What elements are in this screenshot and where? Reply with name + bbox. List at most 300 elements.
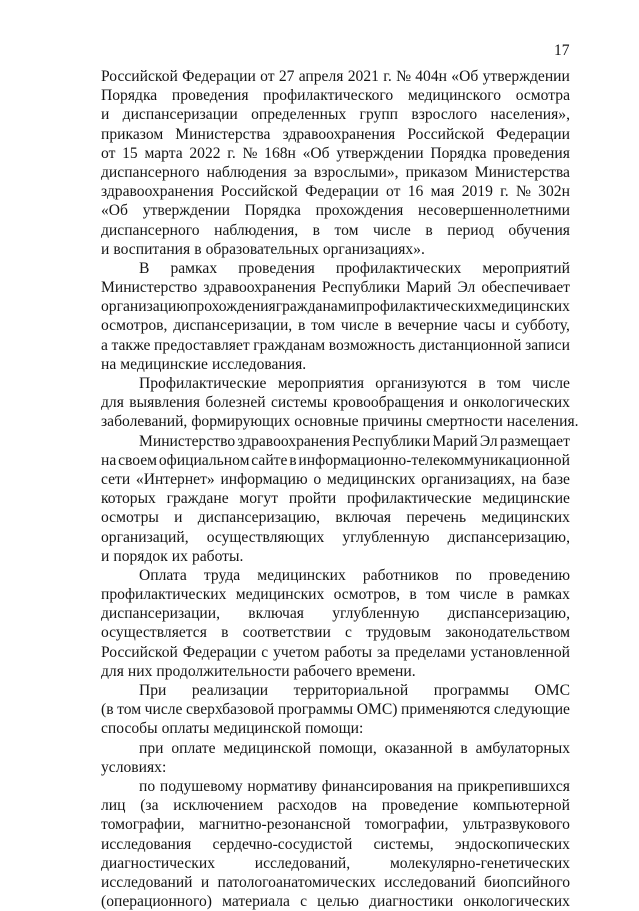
- word: числе: [532, 375, 570, 392]
- word: финансирования: [321, 777, 433, 795]
- word: могут: [239, 490, 279, 508]
- word: проведения: [238, 259, 315, 277]
- word: медицинских: [481, 298, 570, 316]
- word: Порядка: [101, 87, 158, 105]
- word: расходов: [277, 797, 337, 815]
- word: профилактических: [355, 298, 482, 316]
- word: №: [242, 144, 258, 162]
- word: которых: [101, 490, 156, 508]
- word: магнитно-резонансной: [198, 816, 351, 834]
- word: «Об: [101, 202, 128, 220]
- word: «Интернет»: [135, 470, 215, 488]
- word: профилактических: [101, 586, 227, 604]
- word: и: [449, 394, 458, 412]
- word: при: [139, 739, 164, 757]
- word: и: [101, 106, 110, 124]
- word: Российской: [407, 125, 485, 143]
- word: включая: [335, 509, 392, 527]
- word: 302н: [538, 183, 570, 201]
- word: марта: [144, 144, 183, 162]
- text-line: [101, 739, 570, 758]
- word: организациях,: [421, 470, 516, 488]
- word: молекулярно-генетических: [389, 854, 570, 872]
- word: Российской: [101, 643, 178, 661]
- word: диспансеризации,: [101, 605, 221, 623]
- word: профилактического: [263, 87, 394, 105]
- word: Российской: [101, 68, 178, 85]
- word: определенных: [251, 106, 347, 124]
- word: вечерние: [397, 317, 458, 335]
- word: организацию: [101, 298, 189, 316]
- text-line: [101, 412, 579, 431]
- word: и: [501, 317, 510, 335]
- word: утверждении: [336, 144, 424, 162]
- word: эндоскопических: [454, 835, 570, 853]
- word: апреля: [298, 68, 344, 85]
- word: утверждении: [142, 202, 230, 220]
- word: реализации: [191, 682, 269, 699]
- word: помощи:: [305, 720, 364, 738]
- text-line: [101, 547, 570, 566]
- word: медицинских: [326, 470, 416, 488]
- word: организуются: [375, 375, 468, 392]
- word: числе: [459, 586, 498, 604]
- word: диагностических: [101, 854, 215, 872]
- word: смертности: [426, 413, 503, 431]
- text-line: [101, 297, 570, 316]
- word: диспансерного: [101, 163, 200, 181]
- word: на: [521, 470, 537, 488]
- word: рамках: [523, 586, 570, 604]
- word: Эл: [457, 279, 476, 297]
- word: материала: [222, 893, 290, 911]
- word: диспансеризацию,: [197, 509, 321, 527]
- word: на: [437, 777, 453, 795]
- word: том: [496, 375, 521, 392]
- word: помощи,: [318, 739, 377, 757]
- word: кровообращения: [332, 394, 445, 412]
- text-line: [101, 67, 570, 86]
- text-line: [101, 873, 570, 892]
- word: формирующих: [191, 413, 291, 431]
- word: здравоохранения: [203, 279, 316, 297]
- word: в: [194, 240, 202, 258]
- text-line: [101, 259, 570, 278]
- word: 27: [278, 68, 295, 85]
- text-line: [101, 163, 570, 182]
- word: 16: [407, 183, 424, 201]
- word: здравоохранения: [282, 125, 396, 143]
- word: «Об: [302, 144, 330, 162]
- word: трудовым: [366, 624, 431, 642]
- word: мая: [430, 183, 455, 201]
- text-line: [101, 432, 570, 451]
- word: проведения: [493, 144, 570, 162]
- word: продолжительности: [156, 662, 290, 680]
- word: образовательных: [205, 240, 319, 258]
- text-line: [101, 700, 570, 719]
- word: прохождения: [188, 298, 276, 316]
- word: г.: [500, 183, 509, 201]
- word: утверждении: [482, 68, 570, 85]
- text-line: [101, 758, 570, 777]
- word: томографии,: [364, 816, 449, 834]
- text-line: [101, 662, 570, 681]
- word: Республики: [352, 432, 431, 450]
- word: на: [101, 355, 117, 373]
- word: граждане: [166, 490, 229, 508]
- word: том: [426, 586, 451, 604]
- word: здравоохранения: [101, 183, 214, 201]
- word: медицинских: [235, 586, 325, 604]
- word: информацию: [220, 470, 308, 488]
- word: в: [409, 586, 417, 604]
- word: 2019: [461, 183, 493, 201]
- word: Порядка: [430, 144, 487, 162]
- text-line: [101, 566, 570, 585]
- word: медицинских: [257, 566, 346, 584]
- word: субботу,: [515, 317, 570, 335]
- word: с: [261, 643, 269, 661]
- word: амбулаторных: [475, 739, 570, 757]
- text-line: [101, 278, 570, 297]
- word: причины: [362, 413, 423, 431]
- word: приказом: [405, 163, 468, 181]
- word: работы: [324, 643, 373, 661]
- word: лиц: [101, 797, 126, 815]
- text-line: [101, 508, 570, 527]
- word: период: [447, 221, 494, 239]
- text-line: [101, 182, 570, 201]
- word: болезней: [205, 394, 266, 412]
- word: основные: [294, 413, 359, 431]
- text-line: [101, 221, 570, 240]
- word: оказанной: [384, 739, 453, 757]
- word: проведению: [488, 566, 570, 584]
- word: рабочего: [293, 662, 353, 680]
- word: проведения: [171, 87, 249, 105]
- word: своем: [118, 451, 158, 469]
- word: и: [101, 547, 110, 565]
- word: сети: [101, 470, 131, 488]
- page-number: 17: [554, 42, 570, 59]
- word: организациях».: [322, 240, 425, 258]
- word: в: [506, 586, 514, 604]
- text-line: [101, 604, 570, 623]
- word: групп: [359, 106, 399, 124]
- text-line: [101, 623, 570, 642]
- word: установленной: [470, 643, 570, 661]
- word: за: [293, 163, 307, 181]
- text-line: [101, 719, 570, 738]
- word: исследований,: [254, 854, 351, 872]
- word: исследований: [384, 873, 476, 891]
- word: наблюдения: [206, 163, 287, 181]
- word: медицинские: [482, 490, 570, 508]
- text-line: [101, 451, 570, 470]
- word: соответствии: [242, 624, 331, 642]
- word: том: [311, 317, 336, 335]
- word: для: [101, 662, 124, 680]
- text-line: [101, 681, 570, 700]
- word: обеспечивает: [481, 279, 570, 297]
- word: компьютерной: [472, 797, 570, 815]
- word: (операционного): [101, 893, 212, 911]
- word: диспансеризацию,: [447, 528, 570, 546]
- word: их: [171, 547, 188, 565]
- word: ОМС): [356, 701, 398, 719]
- word: сердечно-сосудистой: [212, 835, 353, 853]
- word: При: [139, 682, 167, 699]
- text-line: [101, 86, 570, 105]
- text-line: [101, 796, 570, 815]
- word: осуществляющих: [206, 528, 325, 546]
- word: Эл: [479, 432, 498, 450]
- word: часы: [463, 317, 496, 335]
- word: Профилактические: [139, 375, 267, 392]
- word: законодательством: [445, 624, 570, 642]
- word: осмотров,: [101, 317, 168, 335]
- word: оплаты: [161, 720, 210, 738]
- word: официальном: [158, 451, 250, 469]
- word: 15: [122, 144, 138, 162]
- word: диспансеризацию,: [447, 605, 570, 623]
- word: них: [127, 662, 153, 680]
- word: для: [101, 394, 124, 412]
- word: целью: [317, 893, 359, 911]
- word: диагностики: [369, 893, 454, 911]
- document-body: [101, 67, 579, 911]
- word: углубленную: [342, 528, 430, 546]
- word: обучения: [508, 221, 570, 239]
- word: медицинских: [481, 509, 570, 527]
- text-line: [101, 316, 570, 335]
- word: приказом: [101, 125, 164, 143]
- word: применяются: [400, 701, 491, 719]
- word: Министерства: [474, 163, 570, 181]
- text-line: [101, 125, 570, 144]
- word: мероприятия: [277, 375, 365, 392]
- text-line: [101, 355, 570, 374]
- word: также: [111, 336, 151, 354]
- word: учетом: [273, 643, 320, 661]
- word: следующие: [493, 701, 570, 719]
- word: от: [101, 144, 116, 162]
- word: исследования.: [211, 355, 307, 373]
- word: наблюдения,: [214, 221, 299, 239]
- word: порядок: [113, 547, 168, 565]
- word: нормативу: [247, 777, 318, 795]
- word: по: [139, 777, 156, 795]
- word: Федерации: [182, 68, 256, 85]
- text-line: [101, 201, 570, 220]
- word: возможность: [328, 336, 416, 354]
- word: медицинские: [120, 355, 208, 373]
- word: системы,: [373, 835, 434, 853]
- word: включая: [248, 605, 304, 623]
- word: пройти: [288, 490, 337, 508]
- word: ультразвукового: [462, 816, 570, 834]
- word: с: [345, 624, 352, 642]
- word: способы: [101, 720, 158, 738]
- word: в: [384, 317, 392, 335]
- word: №: [396, 68, 411, 85]
- word: патологоанатомических: [217, 873, 376, 891]
- text-line: [101, 393, 570, 412]
- word: в: [460, 739, 468, 757]
- word: 2021: [347, 68, 379, 85]
- word: предоставляет: [154, 336, 250, 354]
- text-line: [101, 374, 570, 393]
- word: на: [101, 451, 117, 469]
- word: и: [174, 509, 183, 527]
- word: в: [221, 624, 229, 642]
- word: ОМС: [534, 682, 570, 699]
- word: подушевому: [159, 777, 243, 795]
- word: в: [312, 221, 321, 239]
- word: в: [425, 221, 433, 239]
- word: взрослого: [411, 106, 478, 124]
- word: 404н: [415, 68, 447, 85]
- word: базе: [542, 470, 570, 488]
- text-line: [101, 470, 570, 489]
- word: (за: [140, 797, 159, 815]
- word: и: [101, 240, 110, 258]
- word: г.: [383, 68, 392, 85]
- word: медицинской: [223, 739, 312, 757]
- word: Российской: [220, 183, 298, 201]
- word: в: [289, 451, 297, 469]
- word: числе: [144, 701, 183, 719]
- word: Федерации: [305, 183, 379, 201]
- word: биопсийного: [484, 873, 570, 891]
- word: программы: [277, 701, 354, 719]
- word: углубленную: [332, 605, 420, 623]
- text-line: [101, 336, 570, 355]
- word: выявления: [129, 394, 201, 412]
- word: с: [300, 893, 308, 911]
- word: онкологических: [463, 394, 570, 412]
- word: Марий: [432, 432, 478, 450]
- text-line: [101, 528, 570, 547]
- word: сверхбазовой: [186, 701, 275, 719]
- word: организаций,: [101, 528, 189, 546]
- word: по: [455, 566, 472, 584]
- word: медицинской: [213, 720, 302, 738]
- word: осмотра: [515, 87, 570, 105]
- text-line: [101, 835, 570, 854]
- word: прохождения: [315, 202, 404, 220]
- word: Федерации: [496, 125, 570, 143]
- word: диспансерного: [101, 221, 200, 239]
- word: мероприятий: [482, 259, 570, 277]
- word: медицинского: [407, 87, 502, 105]
- word: системы: [271, 394, 328, 412]
- text-line: [101, 777, 570, 796]
- word: Министерство: [139, 432, 236, 450]
- word: труда: [203, 566, 241, 584]
- word: №: [516, 183, 531, 201]
- word: диспансеризации,: [173, 317, 293, 335]
- word: Порядка: [244, 202, 301, 220]
- word: г.: [227, 144, 236, 162]
- word: воспитания: [113, 240, 191, 258]
- word: исследований: [101, 873, 193, 891]
- word: пределами: [394, 643, 466, 661]
- text-line: [101, 489, 570, 508]
- word: работы.: [191, 547, 244, 565]
- word: числе: [373, 221, 411, 239]
- word: в: [297, 317, 306, 335]
- word: осмотров,: [333, 586, 401, 604]
- text-line: [101, 815, 570, 834]
- word: исследования: [101, 835, 192, 853]
- word: профилактических: [335, 259, 462, 277]
- word: профилактические: [347, 490, 472, 508]
- word: условиях:: [101, 758, 167, 776]
- word: населения»,: [490, 106, 570, 124]
- word: прикрепившихся: [457, 777, 570, 795]
- text-line: [101, 240, 570, 259]
- word: населения.: [506, 413, 579, 431]
- word: от: [386, 183, 401, 201]
- word: работников: [362, 566, 439, 584]
- word: исключением: [173, 797, 264, 815]
- word: Министерства: [175, 125, 271, 143]
- word: проведение: [381, 797, 459, 815]
- word: «Об: [451, 68, 479, 85]
- word: Министерство: [101, 279, 198, 297]
- text-line: [101, 144, 570, 163]
- word: и: [200, 873, 210, 891]
- text-line: [101, 585, 570, 604]
- word: томографии,: [101, 816, 185, 834]
- text-line: [101, 854, 570, 873]
- word: сайте: [251, 451, 288, 469]
- word: перечень: [406, 509, 467, 527]
- word: онкологических: [463, 893, 570, 911]
- word: записи: [525, 336, 570, 354]
- word: (в: [101, 701, 114, 719]
- word: рамках: [170, 259, 218, 277]
- word: в: [478, 375, 486, 392]
- word: В: [139, 259, 150, 277]
- word: территориальной: [293, 682, 409, 699]
- word: программы: [433, 682, 509, 699]
- word: том: [117, 701, 142, 719]
- text-line: [101, 892, 570, 911]
- word: дистанционной: [418, 336, 522, 354]
- word: размещает: [499, 432, 570, 450]
- word: о: [313, 470, 322, 488]
- word: информационно-телекоммуникационной: [298, 451, 570, 469]
- text-line: [101, 105, 570, 124]
- word: диспансеризации: [122, 106, 238, 124]
- word: 2022: [189, 144, 221, 162]
- word: осмотры: [101, 509, 159, 527]
- word: за: [376, 643, 391, 661]
- word: несовершеннолетними: [417, 202, 570, 220]
- word: Оплата: [139, 566, 187, 584]
- word: Марий: [406, 279, 452, 297]
- word: гражданами: [275, 298, 356, 316]
- word: оплате: [171, 739, 216, 757]
- word: а: [101, 336, 108, 354]
- word: здравоохранения: [237, 432, 350, 450]
- word: осуществляется: [101, 624, 207, 642]
- word: от: [260, 68, 275, 85]
- word: числе: [340, 317, 379, 335]
